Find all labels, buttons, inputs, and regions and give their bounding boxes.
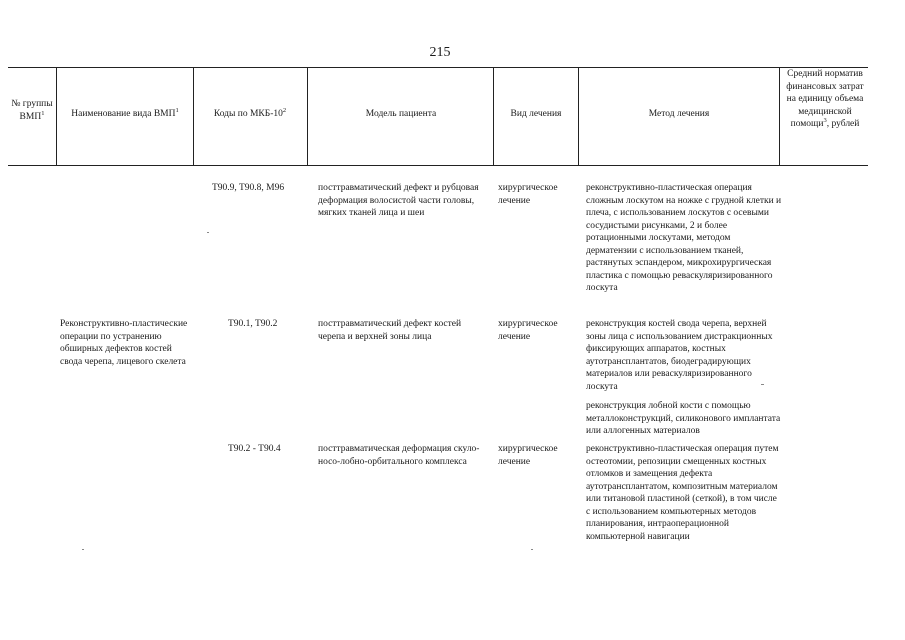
row-2-treatment-method-1: реконструкция костей свода черепа, верхней зоны лица с использованием дистракционных фиксирующих аппаратов, костных аутотрансплантатов, биодеградирующих материалов или реваскуляризированного лоскута	[586, 319, 773, 392]
header-treatment-method: Метод лечения	[648, 109, 710, 119]
row-3-icd-codes: T90.2 - T90.4	[228, 444, 281, 454]
header-top-rule	[8, 67, 868, 68]
header-bottom-rule	[8, 165, 868, 166]
column-divider	[779, 67, 780, 166]
row-3-treatment-method: реконструктивно-пластическая операция путем остеотомии, репозиции смещенных костных отломков и замещения дефекта аутотрансплантатом, композитным материалом или титановой пластиной (сеткой), в том числе с использованием компьютерных методов планирования, интраоперационной компьютерной навигации	[586, 444, 779, 542]
row-2-treatment-type: хирургическое лечение	[498, 319, 558, 342]
column-divider	[56, 67, 57, 166]
row-2-icd-codes: T90.1, T90.2	[228, 319, 278, 329]
column-divider	[307, 67, 308, 166]
scan-speck	[207, 232, 209, 233]
row-1-patient-model: посттравматический дефект и рубцовая деформация волосистой части головы, мягких тканей лица и шеи	[318, 183, 479, 218]
scan-speck	[531, 549, 533, 550]
column-divider	[578, 67, 579, 166]
row-1-treatment-method: реконструктивно-пластическая операция сложным лоскутом на ножке с грудной клетки и плеча, с использованием лоскутов с осевыми сосудистыми рисунками, 2 и более ротационными лоскутами, методом дерматензии с использованием тканей, растянутых эспандером, микрохирургическая пластика с помощью реваскуляризированного лоскута	[586, 183, 782, 293]
row-2-patient-model: посттравматический дефект костей черепа и верхней зоны лица	[318, 319, 462, 342]
scan-speck	[82, 549, 84, 550]
header-vmp-name: Наименование вида ВМП$^1$	[71, 106, 179, 119]
header-patient-model: Модель пациента	[365, 109, 437, 119]
page-number: 215	[429, 45, 451, 60]
vmp-group-name: Реконструктивно-пластические операции по устранению обширных дефектов костей свода черепа, лицевого скелета	[60, 319, 188, 367]
scan-speck	[761, 384, 764, 385]
row-3-treatment-type: хирургическое лечение	[498, 444, 558, 467]
header-icd-codes: Коды по МКБ-$10^2$	[213, 106, 287, 119]
column-divider	[493, 67, 494, 166]
row-1-treatment-type: хирургическое лечение	[498, 183, 558, 206]
header-average-cost: Средний норматив финансовых затрат на единицу объема медицинской помощи$^3$, рублей	[786, 69, 864, 129]
header-group-number: № группы ВМП$^1$	[11, 99, 53, 122]
header-treatment-type: Вид лечения	[510, 109, 562, 119]
column-divider	[193, 67, 194, 166]
row-2-treatment-method-2: реконструкция лобной кости с помощью металлоконструкций, силиконового имплантата или аллогенных материалов	[586, 401, 781, 436]
row-3-patient-model: посттравматическая деформация скуло-носо-лобно-орбитального комплекса	[318, 444, 480, 467]
row-1-icd-codes: T90.9, T90.8, M96	[212, 183, 285, 193]
